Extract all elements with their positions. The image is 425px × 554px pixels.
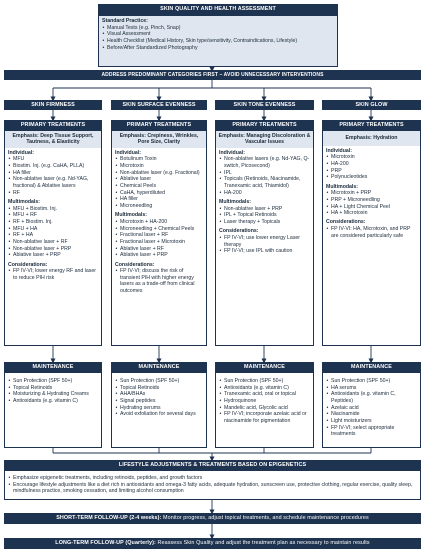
list-item: • RF [8, 190, 98, 197]
emphasis-tone: Emphasis: Managing Discoloration & Vascular Issues [216, 131, 313, 148]
list-item: • Hydroquinone [219, 398, 310, 405]
list-item: • Fractional laser + Microtoxin [115, 239, 203, 246]
multimodal-label: Multimodals: [219, 199, 251, 205]
lifestyle-box [4, 470, 421, 500]
primary-header-firmness: PRIMARY TREATMENTS [4, 120, 102, 130]
primary-box-tone [215, 130, 314, 346]
list-item: • FP IV-VI: HA, Microtoxin, and PRP are considered particularly safe [326, 226, 417, 239]
list-item: • Antioxidants (e.g. vitamin C) [8, 398, 98, 405]
list-item: • CaHA, hyperdiluted [115, 190, 203, 197]
list-item: • Topical Retinoids [115, 385, 203, 392]
list-item: • HA filler [8, 170, 98, 177]
individual-label: Individual: [8, 149, 34, 156]
emphasis-glow: Emphasis: Hydration [323, 131, 420, 146]
multimodal-label: Multimodals: [326, 183, 358, 190]
multimodal-label: Multimodals: [8, 199, 40, 205]
list-item: • MFU + HA [8, 226, 98, 233]
list-item: • IPL + Topical Retinoids [219, 212, 310, 219]
short-term-label: SHORT-TERM FOLLOW-UP (2-4 weeks): [56, 515, 162, 522]
list-item: • Polynucleotides [326, 174, 417, 181]
list-item: • RF + HA [8, 232, 98, 239]
list-item: • FP IV-VI; discuss the risk of transient PIH with higher energy lasers as a trade-off from clinical outcomes [115, 268, 203, 295]
list-item: • MFU + Biostim. Inj. [8, 206, 98, 213]
list-item: • RF + Biostim. Inj. [8, 219, 98, 226]
list-item: • HA-200 [219, 190, 310, 197]
list-item: • IPL [219, 170, 310, 177]
list-item: • Microneedling + Chemical Peels [115, 226, 203, 233]
list-item: • FP IV-VI; use IPL with caution [219, 248, 310, 255]
emphasis-surface: Emphasis: Crepiness, Wrinkles, Pore Size, Clarity [112, 131, 206, 148]
primary-header-surface: PRIMARY TREATMENTS [111, 120, 207, 130]
list-item: • Azelaic acid [326, 405, 417, 412]
list-item: • Tranexamic acid, oral or topical [219, 391, 310, 398]
header-skin-tone-evenness: SKIN TONE EVENNESS [215, 100, 314, 110]
list-item: • FP IV-VI; lower energy RF and laser to reduce PIH risk [8, 268, 98, 281]
list-item: • Topicals (Retinoids, Niacinamide, Tranexamic acid, Thiamidol) [219, 176, 310, 189]
list-item: • HA filler [115, 196, 203, 203]
maintenance-header-firmness: MAINTENANCE [4, 362, 102, 372]
list-item: • Antioxidants (e.g. vitamin C) [219, 385, 310, 392]
list-item: • Microtoxin [326, 154, 417, 161]
assessment-item: • Before/After Standardized Photography [102, 45, 334, 52]
maintenance-box-tone [215, 372, 314, 448]
assessment-item: • Manual Tests (e.g. Pinch, Snap) [102, 25, 334, 32]
list-item: • MFU [8, 156, 98, 163]
considerations-label: Considerations: [219, 228, 259, 235]
list-item: • PRP + Microneedling [326, 197, 417, 204]
list-item: • Microtoxin + HA-200 [115, 219, 203, 226]
primary-header-tone: PRIMARY TREATMENTS [215, 120, 314, 130]
list-item: • FP IV-VI; select appropriate treatments [326, 425, 417, 438]
emphasis-firmness: Emphasis: Deep Tissue Support, Tautness, & Elasticity [5, 131, 101, 148]
short-term-followup [4, 513, 421, 524]
list-item: • Microneedling [115, 203, 203, 210]
maintenance-header-glow: MAINTENANCE [322, 362, 421, 372]
list-item: • Laser therapy + Topicals [219, 219, 310, 226]
considerations-label: Considerations: [8, 261, 48, 268]
list-item: • HA-200 [326, 161, 417, 168]
maintenance-box-surface [111, 372, 207, 448]
list-item: • Sun Protection (SPF 50+) [115, 378, 203, 385]
list-item: • Sun Protection (SPF 50+) [326, 378, 417, 385]
list-item: • Fractional laser + RF [115, 232, 203, 239]
list-item: • Signal peptides [115, 398, 203, 405]
primary-box-glow [322, 130, 421, 346]
list-item: • FP IV-VI; use lower energy Laser therapy [219, 235, 310, 248]
list-item: • Moisturizing & Hydrating Creams [8, 391, 98, 398]
list-item: • Botulinum Toxin [115, 156, 203, 163]
individual-label: Individual: [219, 149, 245, 156]
list-item: • PRP [326, 168, 417, 175]
standard-practice-label: Standard Practice: [102, 18, 148, 24]
considerations-label: Considerations: [326, 219, 366, 226]
maintenance-box-firmness [4, 372, 102, 448]
assessment-item: • Visual Assessment [102, 31, 334, 38]
list-item: • Non-ablative lasers (e.g. Nd-YAG, Q-switch, Picosecond) [219, 156, 310, 169]
header-skin-surface-evenness: SKIN SURFACE EVENNESS [111, 100, 207, 110]
assessment-title: SKIN QUALITY AND HEALTH ASSESSMENT [98, 4, 338, 15]
list-item: • Antioxidants (e.g. vitamin C, Peptides) [326, 391, 417, 404]
list-item: • Microtoxin + PRP [326, 190, 417, 197]
multimodal-label: Multimodals: [115, 212, 147, 219]
individual-label: Individual: [115, 149, 141, 156]
list-item: • Light moisturizers [326, 418, 417, 425]
assessment-item: • Health Checklist (Medical History, Skin type/sensitivity, Contraindications, Lifestyle) [102, 38, 334, 45]
list-item: • Avoid exfoliation for several days [115, 411, 203, 418]
assessment-box [98, 15, 338, 67]
header-skin-glow: SKIN GLOW [322, 100, 421, 110]
list-item: • Topical Retinoids [8, 385, 98, 392]
list-item: • Niacinamide [326, 411, 417, 418]
primary-box-surface [111, 130, 207, 346]
long-term-text: Reassess Skin Quality and adjust the treatment plan as necessary to maintain results [157, 540, 370, 547]
assessment-list [102, 25, 334, 52]
list-item: • HA serums [326, 385, 417, 392]
list-item: • AHA/BHAs [115, 391, 203, 398]
long-term-followup [4, 538, 421, 549]
list-item: • Non-ablative laser + RF [8, 239, 98, 246]
list-item: • Emphasize epigenetic treatments, including retinoids, peptides, and growth factors [8, 475, 417, 482]
list-item: • Ablative laser + RF [115, 246, 203, 253]
list-item: • Mandelic acid, Glycolic acid [219, 405, 310, 412]
header-skin-firmness: SKIN FIRMNESS [4, 100, 102, 110]
individual-label: Individual: [326, 147, 352, 154]
list-item: • Ablative laser + PRP [8, 252, 98, 259]
list-item: • Non-ablative laser + PRP [8, 246, 98, 253]
list-item: • Chemical Peels [115, 183, 203, 190]
list-item: • Non-ablative laser (e.g. Nd-YAG, fractional) & Ablative lasers [8, 176, 98, 189]
list-item: • Non-ablative laser (e.g. Fractional) [115, 170, 203, 177]
considerations-label: Considerations: [115, 261, 155, 268]
primary-header-glow: PRIMARY TREATMENTS [322, 120, 421, 130]
lifestyle-header: LIFESTYLE ADJUSTMENTS & TREATMENTS BASED ON EPIGENETICS [4, 460, 421, 470]
list-item: • Non-ablative laser + PRP [219, 206, 310, 213]
maintenance-header-surface: MAINTENANCE [111, 362, 207, 372]
list-item: • Ablative laser + PRP [115, 252, 203, 259]
list-item: • FP IV-VI; incorporate azelaic acid or niacinamide for pigmentation [219, 411, 310, 424]
list-item: • Biostim. Inj. (e.g. CaHA, PLLA) [8, 163, 98, 170]
short-term-text: Monitor progress, adjust topical treatments, and schedule maintenance procedures [163, 515, 369, 522]
list-item: • HA + Microtoxin [326, 210, 417, 217]
list-item: • HA + Light Chemical Peel [326, 204, 417, 211]
address-banner: ADDRESS PREDOMINANT CATEGORIES FIRST – AVOID UNNECESSARY INTERVENTIONS [4, 70, 421, 80]
list-item: • Ablative laser [115, 176, 203, 183]
maintenance-header-tone: MAINTENANCE [215, 362, 314, 372]
list-item: • Hydrating serums [115, 405, 203, 412]
list-item: • Sun Protection (SPF 50+) [8, 378, 98, 385]
primary-box-firmness [4, 130, 102, 346]
long-term-label: LONG-TERM FOLLOW-UP (Quarterly): [55, 540, 156, 547]
list-item: • Encourage lifestyle adjustments like a diet rich in antioxidants and omega-3 fatty acids, adequate hydration, sunscreen use, protective clothing, regular exercise, quality sleep, mindfulness practice, smoking cessation, and limiting alcohol consumption [8, 482, 417, 495]
list-item: • MFU + RF [8, 212, 98, 219]
maintenance-box-glow [322, 372, 421, 448]
list-item: • Sun Protection (SPF 50+) [219, 378, 310, 385]
list-item: • Microtoxin [115, 163, 203, 170]
